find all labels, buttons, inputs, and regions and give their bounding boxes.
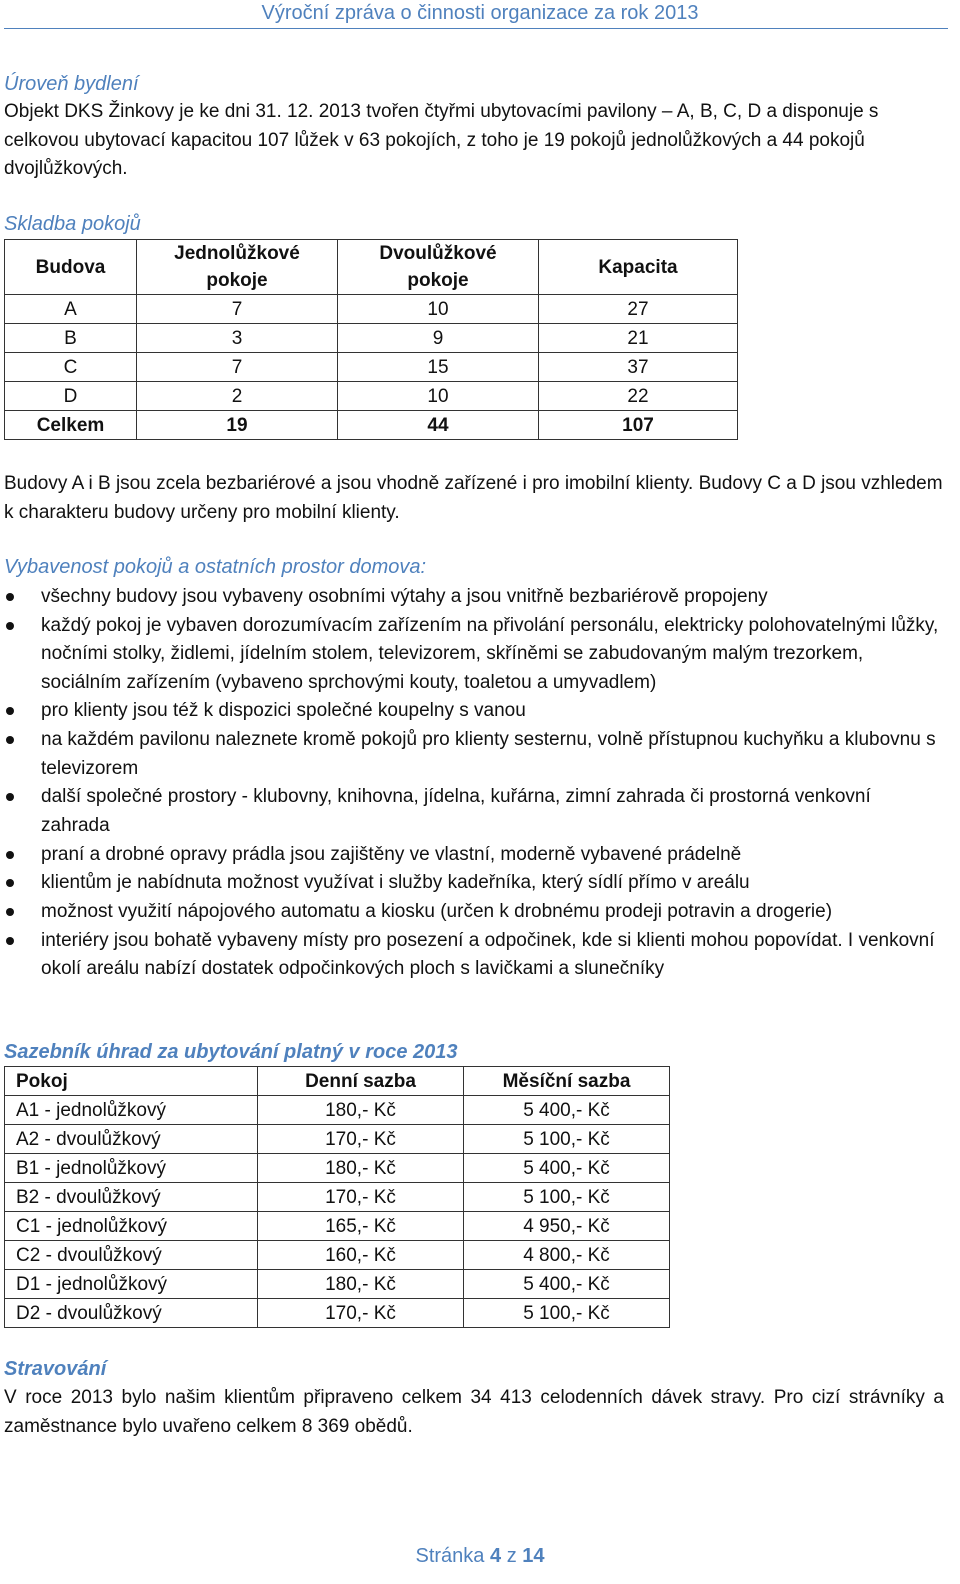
table-row	[5, 1096, 670, 1125]
prices-heading: Sazebník úhrad za ubytování platný v roce 2013	[4, 1041, 458, 1063]
list-item	[0, 927, 944, 984]
cell-single: 2	[137, 382, 338, 411]
column-header-monthly: Měsíční sazba	[464, 1067, 670, 1096]
bullet-icon	[6, 879, 14, 887]
column-header-building: Budova	[5, 240, 137, 295]
cell-daily: 170,- Kč	[258, 1299, 464, 1328]
single-header-line2: pokoje	[206, 270, 268, 291]
single-header-line1: Jednolůžkové	[174, 243, 300, 264]
cell-room: C2 - dvoulůžkový	[5, 1241, 258, 1270]
list-item-text: všechny budovy jsou vybaveny osobními výtahy a jsou vnitřně bezbariérově propojeny	[41, 586, 768, 607]
list-item	[0, 697, 944, 725]
cell-capacity: 27	[539, 295, 738, 324]
list-item-text: každý pokoj je vybaven dorozumívacím zařízením na přivolání personálu, elektricky polohovatelnými lůžky, nočními stolky, židlemi, jídelním stolem, televizorem, skříněmi se zabudovaným malým trezorkem, sociálním zařízením (vybaveno sprchovými kouty, toaletou a umyvadlem)	[41, 614, 939, 693]
cell-room: A2 - dvoulůžkový	[5, 1125, 258, 1154]
accessibility-paragraph: Budovy A i B jsou zcela bezbariérové a jsou vhodně zařízené i pro imobilní klienty. Budovy C a D jsou vzhledem k charakteru budovy určeny pro mobilní klienty.	[4, 473, 943, 523]
amenities-list	[0, 583, 944, 984]
cell-room: D1 - jednolůžkový	[5, 1270, 258, 1299]
double-header-line2: pokoje	[407, 270, 469, 291]
table-row	[5, 324, 738, 353]
price-table-header-row	[5, 1067, 670, 1096]
cell-double: 15	[338, 353, 539, 382]
bullet-icon	[6, 793, 14, 801]
list-item	[0, 869, 944, 897]
column-header-daily: Denní sazba	[258, 1067, 464, 1096]
list-item	[0, 726, 944, 783]
list-item-text: možnost využití nápojového automatu a kiosku (určen k drobnému prodeji potravin a drogerie)	[41, 901, 833, 923]
bullet-icon	[6, 736, 14, 744]
list-item-text: interiéry jsou bohatě vybaveny místy pro posezení a odpočinek, kde si klienti mohou popovídat. I venkovní okolí areálu nabízí dostatek odpočinkových ploch s lavičkami a slunečníky	[41, 930, 935, 980]
column-header-room: Pokoj	[5, 1067, 258, 1096]
footer-page-number: 4	[490, 1545, 502, 1567]
cell-total-capacity: 107	[539, 411, 738, 440]
cell-daily: 180,- Kč	[258, 1154, 464, 1183]
table-row	[5, 382, 738, 411]
column-header-capacity: Kapacita	[539, 240, 738, 295]
cell-monthly: 5 100,- Kč	[464, 1125, 670, 1154]
bullet-icon	[6, 593, 14, 601]
cell-monthly: 5 100,- Kč	[464, 1299, 670, 1328]
bullet-icon	[6, 851, 14, 859]
cell-monthly: 4 800,- Kč	[464, 1241, 670, 1270]
cell-monthly: 5 400,- Kč	[464, 1154, 670, 1183]
page-header: Výroční zpráva o činnosti organizace za rok 2013	[261, 2, 699, 24]
table-total-row	[5, 411, 738, 440]
cell-monthly: 5 400,- Kč	[464, 1270, 670, 1299]
cell-daily: 165,- Kč	[258, 1212, 464, 1241]
cell-daily: 160,- Kč	[258, 1241, 464, 1270]
cell-daily: 170,- Kč	[258, 1125, 464, 1154]
cell-double: 9	[338, 324, 539, 353]
list-item-text: na každém pavilonu naleznete kromě pokojů pro klienty sesternu, volně přístupnou kuchyňku a klubovnu s televizorem	[41, 729, 936, 779]
cell-total-label: Celkem	[5, 411, 137, 440]
header-divider	[4, 28, 948, 29]
cell-total-double: 44	[338, 411, 539, 440]
cell-monthly: 4 950,- Kč	[464, 1212, 670, 1241]
amenities-heading: Vybavenost pokojů a ostatních prostor domova:	[4, 556, 427, 578]
cell-room: D2 - dvoulůžkový	[5, 1299, 258, 1328]
bullet-icon	[6, 908, 14, 916]
cell-daily: 170,- Kč	[258, 1183, 464, 1212]
price-table	[4, 1066, 670, 1328]
table-row	[5, 1125, 670, 1154]
cell-double: 10	[338, 382, 539, 411]
table-row	[5, 1183, 670, 1212]
page-footer	[0, 1545, 960, 1568]
catering-paragraph: V roce 2013 bylo našim klientům připraveno celkem 34 413 celodenních dávek stravy. Pro cizí strávníky a zaměstnance bylo uvařeno celkem 8 369 obědů.	[4, 1387, 944, 1437]
table-row	[5, 1270, 670, 1299]
table-row	[5, 1212, 670, 1241]
catering-heading: Stravování	[4, 1358, 107, 1380]
cell-building: A	[5, 295, 137, 324]
cell-single: 7	[137, 295, 338, 324]
footer-of: z	[506, 1545, 517, 1567]
list-item-text: pro klienty jsou též k dispozici společné koupelny s vanou	[41, 700, 526, 722]
cell-single: 7	[137, 353, 338, 382]
table-row	[5, 1154, 670, 1183]
bullet-icon	[6, 937, 14, 945]
table-row	[5, 295, 738, 324]
double-header-line1: Dvoulůžkové	[379, 243, 497, 264]
cell-room: C1 - jednolůžkový	[5, 1212, 258, 1241]
rooms-table-header-row	[5, 240, 738, 295]
table-row	[5, 353, 738, 382]
bullet-icon	[6, 622, 14, 630]
list-item	[0, 612, 944, 697]
table-row	[5, 1241, 670, 1270]
list-item	[0, 898, 944, 926]
cell-capacity: 22	[539, 382, 738, 411]
cell-single: 3	[137, 324, 338, 353]
cell-capacity: 21	[539, 324, 738, 353]
list-item-text: další společné prostory - klubovny, knihovna, jídelna, kuřárna, zimní zahrada či prostorná venkovní zahrada	[41, 786, 871, 836]
cell-room: B2 - dvoulůžkový	[5, 1183, 258, 1212]
cell-capacity: 37	[539, 353, 738, 382]
rooms-table	[4, 239, 738, 440]
cell-building: B	[5, 324, 137, 353]
cell-daily: 180,- Kč	[258, 1270, 464, 1299]
list-item	[0, 841, 944, 869]
column-header-double	[338, 240, 539, 295]
cell-building: C	[5, 353, 137, 382]
cell-total-single: 19	[137, 411, 338, 440]
footer-prefix: Stránka	[415, 1545, 485, 1567]
bullet-icon	[6, 707, 14, 715]
list-item-text: praní a drobné opravy prádla jsou zajištěny ve vlastní, moderně vybavené prádelně	[41, 843, 742, 865]
table-row	[5, 1299, 670, 1328]
housing-heading: Úroveň bydlení	[4, 73, 139, 95]
cell-monthly: 5 400,- Kč	[464, 1096, 670, 1125]
list-item	[0, 583, 944, 611]
footer-total-pages: 14	[522, 1545, 545, 1567]
cell-room: A1 - jednolůžkový	[5, 1096, 258, 1125]
cell-double: 10	[338, 295, 539, 324]
cell-room: B1 - jednolůžkový	[5, 1154, 258, 1183]
cell-building: D	[5, 382, 137, 411]
list-item	[0, 783, 944, 840]
rooms-heading: Skladba pokojů	[4, 213, 141, 235]
housing-paragraph: Objekt DKS Žinkovy je ke dni 31. 12. 2013 tvořen čtyřmi ubytovacími pavilony – A, B, C, D a disponuje s celkovou ubytovací kapacitou 107 lůžek v 63 pokojích, z toho je 19 pokojů jednolůžkových a 44 pokojů dvojlůžkových.	[4, 101, 879, 179]
cell-daily: 180,- Kč	[258, 1096, 464, 1125]
list-item-text: klientům je nabídnuta možnost využívat i služby kadeřníka, který sídlí přímo v areálu	[41, 872, 750, 894]
cell-monthly: 5 100,- Kč	[464, 1183, 670, 1212]
column-header-single	[137, 240, 338, 295]
